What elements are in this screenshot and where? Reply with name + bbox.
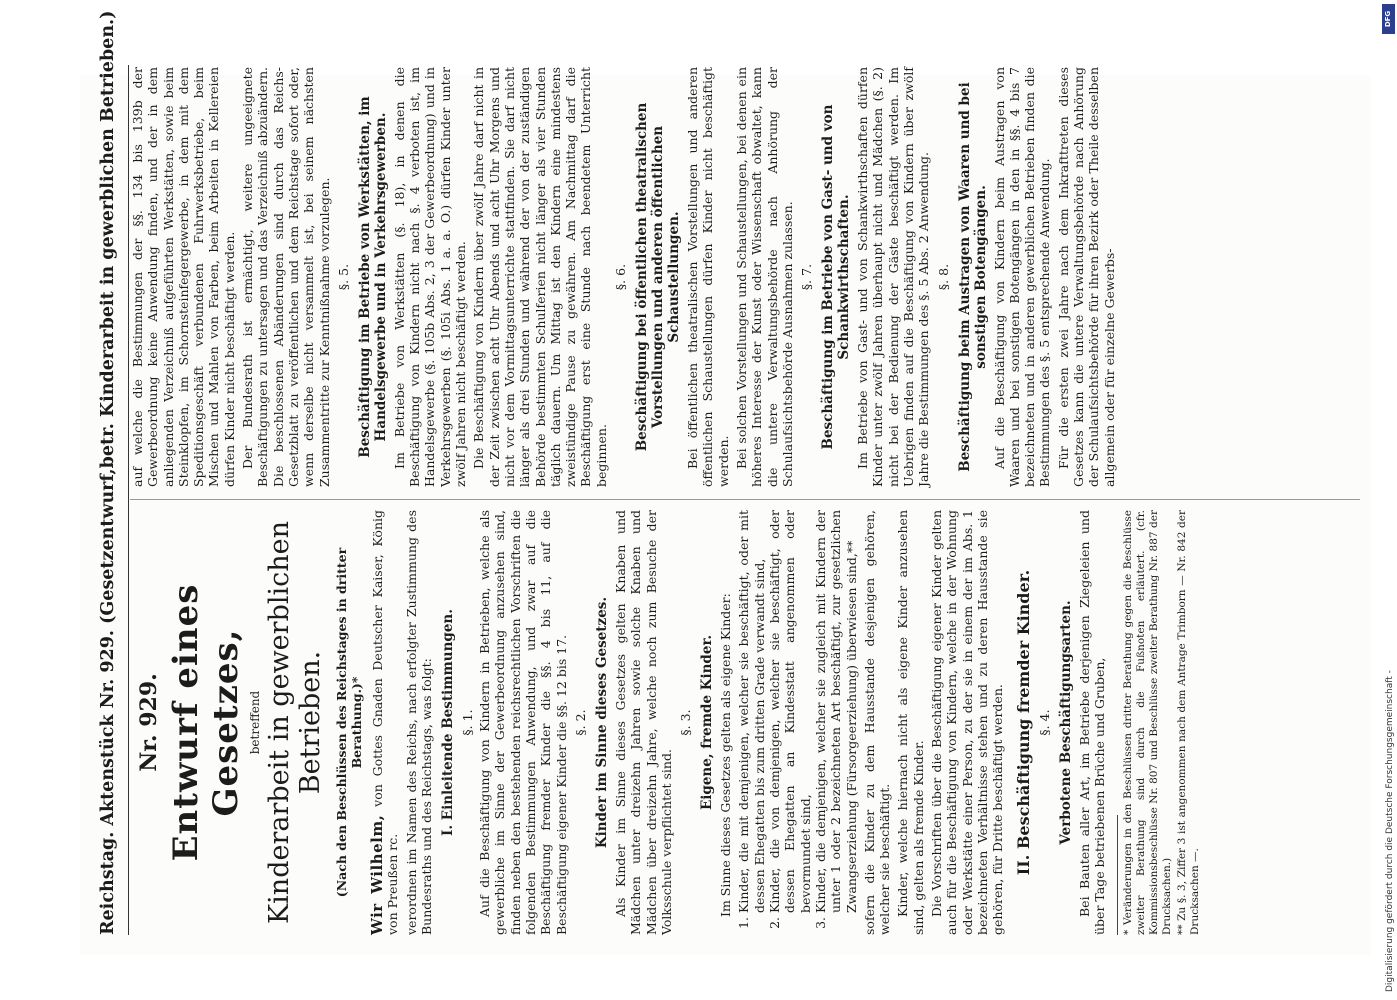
paragraph-8-text-1: Auf die Beschäftigung von Kindern beim Austragen von Waaren und bei sonstigen Botengängen in den in §§. 4 bis 7 bezeichneten und in anderen gewerblichen Betrieben finden die Bestimmungen des §. 5 entsprechende Anwendung.: [991, 67, 1053, 487]
list-item: 3. Kinder, die demjenigen, welcher sie zugleich mit Kindern der unter 1 oder 2 bezeichneten Art beschäftigt, zur gesetzlichen Zwangserziehung (Fürsorgeerziehung) überwiesen sind,**: [813, 510, 859, 913]
betreffend-label: betreffend: [248, 690, 262, 755]
paragraph-3-after: sofern die Kinder zu dem Hausstande desjenigen gehören, welcher sie beschäftigt.: [861, 510, 893, 935]
preamble-name: Wir Wilhelm,: [368, 814, 386, 935]
footnote-1: * Veränderungen in den Beschlüssen dritter Berathung gegen die Beschlüsse zweiter Berathung sind durch die Fußnoten erläutert. (cfr. Kommissionsbeschlüsse Nr. 807 und Beschlüsse zweiter Berathung Nr. 887 der Drucksachen.): [1122, 510, 1174, 935]
list-item: 2. Kinder, die von demjenigen, welcher sie beschäftigt, oder dessen Ehegatten an Kindesstatt angenommen oder bevormundet sind,: [767, 510, 813, 913]
document-number: Nr. 929.: [136, 673, 162, 772]
document-title: Entwurf eines Gesetzes,: [166, 583, 246, 862]
paragraph-1-sign: §. 1.: [460, 709, 476, 736]
paragraph-7-text: Im Betriebe von Gast- und von Schankwirthschaften dürfen Kinder unter zwölf Jahren überhaupt nicht und Mädchen (§. 2) nicht bei der Bedienung der Gäste beschäftigt werden. Im Uebrigen finden auf die Beschäftigung von Kindern über zwölf Jahre die Bestimmungen des §. 5 Abs. 2 Anwendung.: [855, 67, 932, 487]
paragraph-4-text: Bei Bauten aller Art, im Betriebe derjenigen Ziegeleien und über Tage betriebenen Brüche und Gruben,: [1076, 510, 1107, 935]
paragraph-3-after-3: Die Vorschriften über die Beschäftigung eigener Kinder gelten auch für die Beschäftigung von Kindern, welche in der Wohnung oder Werkstätte einer Person, zu der sie in einem der im Abs. 1 bezeichneten Verhältnisse stehen und zu deren Hausstande sie gehören, für Dritte beschäftigt werden.: [929, 510, 1006, 935]
paragraph-1-text: Auf die Beschäftigung von Kindern in Betrieben, welche als gewerbliche im Sinne der Gewerbeordnung anzusehen sind, finden neben den bestehenden reichsrechtlichen Vorschriften die folgenden Bestimmungen Anwendung, und zwar auf die Beschäftigung fremder Kinder die §§. 4 bis 11, auf die Beschäftigung eigener Kinder die §§. 12 bis 17.: [477, 510, 569, 935]
paragraph-3-list: [736, 510, 858, 935]
preamble-body: verordnen im Namen des Reichs, nach erfolgter Zustimmung des Bundesraths und des Reichstags, was folgt:: [403, 510, 434, 935]
paragraph-8-text-2: Für die ersten zwei Jahre nach dem Inkrafttreten dieses Gesetzes kann die untere Verwaltungsbehörde nach Anhörung der Schulaufsichtsbehörde für ihren Bezirk oder Theile desselben allgemein oder für einzelne Gewerbs-: [1055, 67, 1117, 487]
paragraph-6-sign: §. 6.: [613, 263, 629, 291]
paragraph-3-after-2: Kinder, welche hiernach nicht als eigene Kinder anzusehen sind, gelten als fremde Kinder.: [895, 510, 926, 935]
digitization-credit-text: Digitalisierung gefördert durch die Deutsche Forschungsgemeinschaft -: [1385, 670, 1395, 992]
paragraph-4-heading: Verbotene Beschäftigungsarten.: [1057, 600, 1074, 845]
paragraph-6-text-2: Bei solchen Vorstellungen und Schaustellungen, bei denen ein höheres Interesse der Kunst oder Wissenschaft obwaltet, kann die untere Verwaltungsbehörde nach Anhörung der Schulaufsichtsbehörde Ausnahmen zulassen.: [733, 67, 795, 487]
footnote-rule: [1117, 815, 1118, 935]
right-column: [130, 67, 1120, 487]
section-2-heading: II. Beschäftigung fremder Kinder.: [1013, 569, 1033, 876]
paragraph-7-sign: §. 7.: [799, 263, 815, 291]
running-head-left: Reichstag. Aktenstück Nr. 929. (Gesetzentwurf,: [98, 468, 118, 935]
list-item: 1. Kinder, die mit demjenigen, welcher sie beschäftigt, oder mit dessen Ehegatten bis zum dritten Grade verwandt sind,: [736, 510, 767, 913]
paragraph-5-sign: §. 5.: [335, 263, 351, 291]
paragraph-8-sign: §. 8.: [935, 263, 951, 291]
reading-note: (Nach den Beschlüssen des Reichstages in dritter Berathung.)*: [334, 547, 364, 898]
paragraph-5-text-2: Die Beschäftigung von Kindern über zwölf Jahre darf nicht in der Zeit zwischen acht Uhr Abends und acht Uhr Morgens und nicht vor dem Vormittagsunterrichte stattfinden. Sie darf nicht länger als drei Stunden und während der von der zuständigen Behörde bestimmten Schulferien nicht länger als vier Stunden täglich dauern. Um Mittag ist den Kindern eine mindestens zweistündige Pause zu gewähren. Am Nachmittag darf die Beschäftigung erst eine Stunde nach beendetem Unterricht beginnen.: [471, 67, 609, 487]
paragraph-3-intro: Im Sinne dieses Gesetzes gelten als eigene Kinder:: [718, 593, 734, 917]
document-subtitle: Kinderarbeit in gewerblichen Betrieben.: [264, 521, 326, 924]
running-head: [88, 10, 129, 935]
section-1-heading: I. Einleitende Bestimmungen.: [440, 609, 457, 836]
running-head-right: betr. Kinderarbeit in gewerblichen Betrieben.): [98, 10, 118, 469]
column-divider: [130, 499, 1360, 500]
preamble-rest: von Gottes Gnaden Deutscher Kaiser, König von Preußen rc.: [370, 509, 401, 935]
paragraph-4-sign: §. 4.: [1036, 709, 1052, 736]
paragraph-2-heading: Kinder im Sinne dieses Gesetzes.: [593, 596, 610, 849]
paragraph-3-heading: Eigene, fremde Kinder.: [699, 634, 716, 811]
digitization-credit: [1384, 12, 1396, 992]
paragraph-2-sign: §. 2.: [572, 709, 588, 736]
footnote-2: ** Zu §. 3, Ziffer 3 ist angenommen nach dem Antrage Trimborn — Nr. 842 der Drucksachen —.: [1176, 510, 1202, 935]
paragraph-3-sign: §. 3.: [678, 709, 694, 736]
paragraph-7-heading: Beschäftigung im Betriebe von Gast- und von Schankwirthschaften.: [820, 104, 853, 450]
paragraph-6-heading: Beschäftigung bei öffentlichen theatralischen Vorstellungen und anderen öffentlichen Schaustellungen.: [634, 102, 683, 452]
paragraph-2-text: Als Kinder im Sinne dieses Gesetzes gelten Knaben und Mädchen unter dreizehn Jahren sowie solche Knaben und Mädchen über dreizehn Jahre, welche noch zum Besuche der Volksschule verpflichtet sind.: [612, 510, 674, 935]
preamble-line: [370, 510, 401, 935]
paragraph-6-text-1: Bei öffentlichen theatralischen Vorstellungen und anderen öffentlichen Schaustellungen dürfen Kinder nicht beschäftigt werden.: [685, 67, 731, 487]
paragraph-5-heading: Beschäftigung im Betriebe von Werkstätten, im Handelsgewerbe und in Verkehrsgewerben.: [356, 96, 389, 458]
scanned-page: [80, 10, 1370, 955]
paragraph-4-continued: auf welche die Bestimmungen der §§. 134 bis 139b der Gewerbeordnung keine Anwendung finden, und der in dem anliegenden Verzeichniß aufgeführten Werkstätten, sowie beim Steinklopfen, im Schornsteinfegergewerbe, in dem mit dem Speditionsgeschäft verbundenen Fuhrwerksbetriebe, beim Mischen und Mahlen von Farben, beim Arbeiten in Kellereien dürfen Kinder nicht beschäftigt werden.: [130, 67, 237, 487]
paragraph-8-heading: Beschäftigung beim Austragen von Waaren und bei sonstigen Botengängen.: [956, 82, 989, 472]
paragraph-4-bundesrath: Der Bundesrath ist ermächtigt, weitere ungeeignete Beschäftigungen zu untersagen und das Verzeichniß abzuändern. Die beschlossenen Abänderungen sind durch das Reichs-Gesetzblatt zu veröffentlichen und dem Reichstage sofort oder, wenn derselbe nicht versammelt ist, bei seinem nächsten Zusammentritte zur Kenntnißnahme vorzulegen.: [240, 67, 332, 487]
dfg-logo: DFG: [1382, 4, 1395, 34]
left-column: [130, 510, 1204, 935]
paragraph-5-text-1: Im Betriebe von Werkstätten (§. 18), in denen die Beschäftigung von Kindern nicht nach §. 4 verboten ist, im Handelsgewerbe (§. 105b Abs. 2, 3 der Gewerbeordnung) und in Verkehrsgewerben (§. 105i Abs. 1 a. a. O.) dürfen Kinder unter zwölf Jahren nicht beschäftigt werden.: [391, 67, 469, 487]
